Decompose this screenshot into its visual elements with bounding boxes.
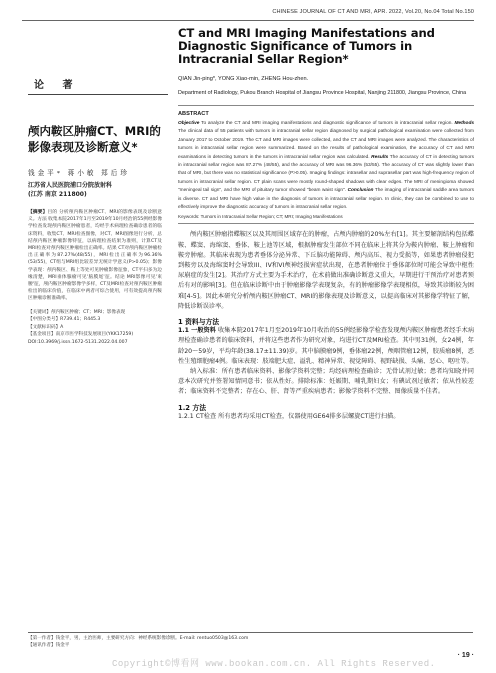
right-column	[178, 27, 474, 422]
english-abstract	[178, 120, 474, 212]
corresponding-author-note: 【通讯作者】钱金平	[28, 643, 70, 648]
chinese-affiliation	[28, 181, 162, 199]
affiliation-cn: 江苏省人民医院浦口分院放射科	[28, 182, 113, 189]
doc-code: 【文献标识码】A	[28, 324, 64, 330]
ct-exam-paragraph: 1.2.1 CT检查 所有患者均采用CT检查，仪器使用GE64排多层螺旋CT进行扫描。	[178, 412, 400, 420]
objective-text: To analyze the CT and MRI imaging manifestations and diagnostic significance of tumors in intracranial sellar region.	[201, 121, 453, 126]
section-heading-1: 1 资料与方法	[178, 318, 220, 327]
header-rule	[22, 20, 474, 21]
keywords-cn: 【关键词】颅内鞍区肿瘤；CT；MRI；影像表现	[28, 309, 126, 315]
page-number: · 19 ·	[457, 652, 474, 659]
section-heading-1-2: 1.2 方法	[178, 403, 207, 412]
abstract-heading: ABSTRACT	[178, 111, 209, 117]
left-column	[28, 24, 162, 347]
results-text: The accuracy of CT in detecting tumors in intracranial sellar region was 87.27% (48/55), and the accuracy of MRI was 96.36% (53/55). The accuracy of CT was slightly lower than that of MRI, but there was no statistical significance (P>0.05). Imaging findings: intrasellar and suprasellar part was high-frequency region of tumors in intracranial sellar region. CT plain scans were mostly round-shaped shadows with clear edges. The MRI of meningioma showed "meningeal tail sign", and the MRI of pituitary tumor showed "beam waist sign".	[178, 154, 474, 194]
section-label-rule	[28, 94, 168, 95]
affiliation-en: (江苏 南京 211800)	[28, 191, 87, 198]
copyright-watermark: Copyright©博看网 www.bookan.com.cn. All Rights Reserved.	[112, 659, 436, 669]
chinese-abstract	[28, 209, 162, 303]
english-keywords: Keywords: Tumors in Intracranial Sellar Region; CT; MRI; Imaging Manifestations	[178, 214, 343, 220]
doi[interactable]: DOI:10.3969/j.issn.1672-5131.2022.04.007	[28, 340, 128, 346]
methods-label: Methods	[454, 121, 474, 126]
section-label: 论 著	[34, 80, 81, 91]
criteria-paragraph: 纳入标准：所有患者临床资料、影像学资料完整；均经病理检查确诊；无骨试剂过敏；患者均知晓并同意本次研究并签署知情同意书；依从性好。排除标准：妊娠期、哺乳期妇女；有碘试剂过敏者；依从性较差者；临床资料不完整者；存在心、肝、肾等严重疾病患者；影像学资料不完整、图像质量不佳者。	[178, 367, 474, 396]
chinese-authors: 钱金平* 蒋小敏 郑后珍	[28, 170, 130, 177]
english-abstract-box	[178, 105, 474, 224]
fund-info: 【基金项目】南京市医学科技发展项目(YKK17259)	[28, 332, 134, 338]
abstract-label: 【摘要】	[28, 210, 48, 215]
english-authors: QIAN Jin-ping*, YONG Xiao-min, ZHENG Hou-zhen.	[178, 76, 309, 82]
chinese-meta	[28, 309, 162, 347]
results-label: Results	[371, 154, 389, 160]
running-header: CHINESE JOURNAL OF CT AND MRI, APR. 2022, Vol.20, No.04 Total No.150	[272, 9, 474, 15]
clc-code: 【中图分类号】R739.41；R445.3	[28, 317, 101, 323]
subsection-1-1-text: 收集本院2017年1月至2019年10月收治的55例经影像学检查发现颅内鞍区肿瘤患者经手术病理检查确诊患者的临床资料，并将这些患者作为研究对象，均进行CT及MRI检查。其中男31例，女24例，年龄20～59岁，平均年龄(38.17±11.39)岁。其中脑膜瘤9例，垂体瘤22例，颅咽管瘤12例，胶质瘤8例，恶性生殖细胞瘤4例。临床表现：肢端肥大症、溢乳、精神异常、视觉障碍、视野缺损、头痛、恶心、呕吐等。	[178, 327, 475, 365]
first-author-note: 【第一作者】钱金平，男，主治医师，主要研究方向：神经系统影像诊断。E-mail: rentuo0503@163.com	[28, 636, 249, 641]
footnotes	[28, 632, 473, 649]
english-title: CT and MRI Imaging Manifestations and Diagnostic Significance of Tumors in Intracranial Sellar Region*	[178, 26, 435, 66]
conclusion-text: The imaging of intracranial saddle area tumors is diverse. CT and MRI have high value in the diagnosis of tumors in intracranial sellar region. In clinic, they can be combined to use to effectively improve the diagnostic accuracy of tumors in intracranial sellar region.	[178, 188, 475, 211]
subsection-1-1-label: 1.1 一般资料	[178, 327, 216, 335]
general-data-paragraph	[178, 326, 474, 367]
english-affiliation: Department of Radiology, Pukou Branch Hospital of Jiangsu Province Hospital, Nanjing 211800, Jiangsu Province, China	[178, 90, 467, 96]
conclusion-label: Conclusion	[347, 188, 374, 194]
abstract-end-rule	[178, 223, 474, 224]
intro-paragraph: 颅内鞍区肿瘤指蝶鞍区以及其周围区域存在的肿瘤，占颅内肿瘤的20%左右[1]。其主要解剖结构包括蝶鞍、蝶窦、海绵窦、垂体、鞍上池等区域，根据肿瘤发生部位不同在临床上将其分为鞍内肿瘤、鞍上肿瘤和鞍旁肿瘤。其临床表现为患者垂体分泌异常、下丘脑功能障碍、颅内高压、视力受损等，如果患者肿瘤侵犯到鞍旁以及海绵窦时会导致III、IV和VI颅神经损害症状出现，在患者肿瘤位于垂体部位时可能会导致中枢性尿崩症的发生[2]。其治疗方式主要为手术治疗，在术前做出准确诊断意义重大，早期进行干预治疗对患者预后有对的影响[3]。但在临床诊断中由于肿瘤影像学表现复杂，有的肿瘤影像学表现相似，导致其诊断较为困难[4-5]。因此本研究分析颅内鞍区肿瘤CT、MRI的影像表现及诊断意义，以提高临床对其影像学特征了解，降低诊断误诊率。	[178, 231, 474, 310]
chinese-title: 颅内鞍区肿瘤CT、MRI的影像表现及诊断意义*	[28, 124, 161, 154]
objective-label: Objective	[178, 121, 200, 126]
methods-text: The clinical data of 55 patients with tumors in intracranial sellar region diagnosed by surgical pathological examination were collected from January 2017 to October 2019. The CT and MRI images were collected, and the CT and MRI images were analyzed. The characteristics of tumors in intracranial sellar region were summarized. Based on the results of pathological examination, the accuracy of CT and MRI examinations in detecting tumors in the tumors in intracranial sellar region was calculated.	[178, 129, 474, 160]
abstract-text: 目的 分析颅内鞍区肿瘤CT、MRI的影像表现及诊断意义。方法 收集本院2017年1月至2019年10月经治的55例经影像学检查发现颅内鞍区肿瘤患者，均经手术病理检查确诊患者的临床资料，收集CT、MRI检查图像，对CT、MRI图像进行分析，总结颅内鞍区肿瘤影像特征，以病理检查结果为准则，计算CT及MRI检查对颅内鞍区肿瘤检出正确率。结果 CT对颅内鞍区肿瘤检出正确率为87.27%(48/55)，MRI检出正确率为96.36%(53/55)，CT组与MRI组比较差异无统计学意义(P>0.05)；影像学表现：颅内鞍区、鞍上等处可见肿瘤影像征象，CT平扫多为边缘清楚，MRI垂体腺瘤可见'脑膜尾'征。结论 MRI影像可见'束腰'征，颅内鞍区肿瘤影像学多样，CT及MRI检查对颅内鞍区肿瘤检出的临床价值，在临床中两者可综合使用，可有效提高颅内鞍区肿瘤诊断准确率。	[28, 210, 163, 302]
